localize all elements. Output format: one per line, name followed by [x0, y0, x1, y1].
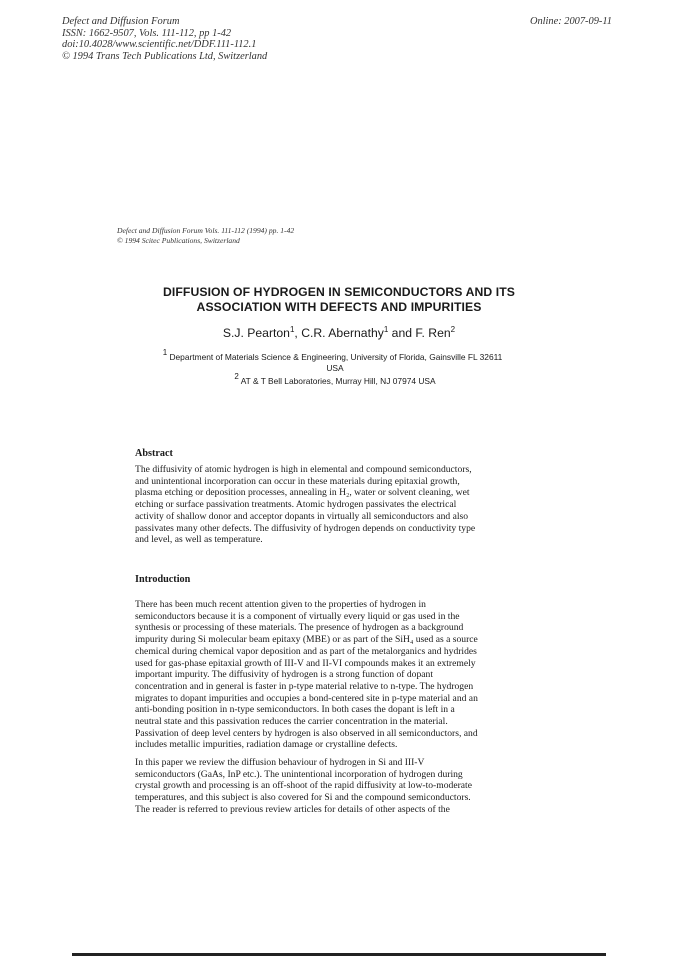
- journal-name: Defect and Diffusion Forum: [62, 16, 180, 27]
- text-line: used for gas-phase epitaxial growth of III-V and II-VI compounds makes it an extremely: [135, 657, 476, 669]
- text-line: and level, as well as temperature.: [135, 534, 263, 546]
- text-line: Passivation of deep level centers by hydrogen is also observed in all semiconductors, and: [135, 727, 478, 739]
- affiliation-marker: 2: [234, 372, 239, 381]
- journal-header: [62, 16, 267, 62]
- author-name: and F. Ren: [388, 326, 451, 340]
- affiliation-marker: 2: [450, 325, 456, 334]
- text-line: The reader is referred to previous review articles for details of other aspects of the: [135, 803, 450, 815]
- text-line: includes metallic impurities, radiation damage or crystalline defects.: [135, 739, 398, 751]
- introduction-heading: Introduction: [135, 574, 191, 585]
- text-line: etching or surface passivation treatments. Atomic hydrogen passivates the electrical: [135, 499, 457, 511]
- text-line: chemical during chemical vapor deposition and as part of the metalorganics and hydrides: [135, 645, 477, 657]
- author-name: S.J. Pearton: [222, 326, 290, 340]
- affiliation-1-continued: USA: [326, 363, 344, 373]
- author-list: [0, 326, 678, 340]
- original-journal-line: Defect and Diffusion Forum Vols. 111-112 (1994) pp. 1-42: [117, 226, 295, 235]
- abstract-body: [135, 464, 523, 546]
- affiliation-1: [110, 348, 555, 362]
- text-line: There has been much recent attention given to the properties of hydrogen in: [135, 599, 426, 610]
- paper-title: [0, 285, 678, 316]
- title-line: DIFFUSION OF HYDROGEN IN SEMICONDUCTORS AND ITS: [162, 285, 516, 299]
- affiliation-text: Department of Materials Science & Engineering, University of Florida, Gainsville FL 32611: [167, 352, 503, 362]
- text-line: plasma etching or deposition processes, annealing in H₂, water or solvent cleaning, wet: [135, 487, 470, 499]
- affiliation-marker: 1: [289, 325, 295, 334]
- journal-copyright: © 1994 Trans Tech Publications Ltd, Switzerland: [62, 50, 268, 62]
- text-line: synthesis or processing of these materials. The presence of hydrogen as a background: [135, 622, 464, 634]
- text-line: important impurity. The diffusivity of hydrogen is a strong function of dopant: [135, 669, 433, 681]
- introduction-paragraph-2: [135, 757, 523, 816]
- text-line: crystal growth and processing is an off-shoot of the rapid diffusivity at low-to-moderate: [135, 780, 472, 792]
- affiliation-marker: 1: [162, 348, 168, 357]
- abstract-heading: Abstract: [135, 448, 173, 459]
- affiliation-2: [110, 372, 560, 386]
- title-line: ASSOCIATION WITH DEFECTS AND IMPURITIES: [196, 300, 482, 315]
- text-line: In this paper we review the diffusion behaviour of hydrogen in Si and III-V: [135, 757, 425, 768]
- text-line: semiconductors (GaAs, InP etc.). The unintentional incorporation of hydrogen during: [135, 768, 463, 780]
- introduction-paragraph-1: [135, 599, 523, 751]
- text-line: migrates to dopant impurities and occupies a bond-centered site in p-type material and an: [135, 692, 478, 704]
- affiliation-text: AT & T Bell Laboratories, Murray Hill, NJ 07974 USA: [238, 376, 436, 386]
- text-line: impurity during Si molecular beam epitaxy (MBE) or as part of the SiH₄ used as a source: [135, 634, 478, 646]
- text-line: anti-bonding position in n-type semiconductors. In both cases the dopant is left in a: [135, 704, 455, 716]
- page-bottom-rule: [72, 953, 606, 956]
- text-line: neutral state and this passivation reduces the carrier concentration in the material.: [135, 716, 448, 728]
- text-line: semiconductors because it is a component of virtually every liquid or gas used in the: [135, 610, 460, 622]
- journal-issn: ISSN: 1662-9507, Vols. 111-112, pp 1-42: [62, 27, 232, 39]
- text-line: passivates many other defects. The diffusivity of hydrogen depends on conductivity type: [135, 522, 476, 534]
- online-date: Online: 2007-09-11: [529, 16, 612, 27]
- text-line: The diffusivity of atomic hydrogen is high in elemental and compound semiconductors,: [135, 464, 472, 475]
- affiliation-marker: 1: [383, 325, 389, 334]
- text-line: activity of shallow donor and acceptor dopants in virtually all semiconductors and also: [135, 510, 469, 522]
- text-line: concentration and in general is faster in p-type material relative to n-type. The hydrogen: [135, 680, 474, 692]
- original-copyright-line: © 1994 Scitec Publications, Switzerland: [117, 236, 240, 245]
- text-line: and unintentional incorporation can occur in these materials during epitaxial growth,: [135, 475, 460, 487]
- journal-doi: doi:10.4028/www.scientific.net/DDF.111-112.1: [62, 39, 257, 51]
- text-line: temperatures, and this subject is also covered for Si and the compound semiconductors.: [135, 792, 471, 804]
- original-publication-header: [117, 226, 294, 246]
- author-name: , C.R. Abernathy: [294, 326, 384, 340]
